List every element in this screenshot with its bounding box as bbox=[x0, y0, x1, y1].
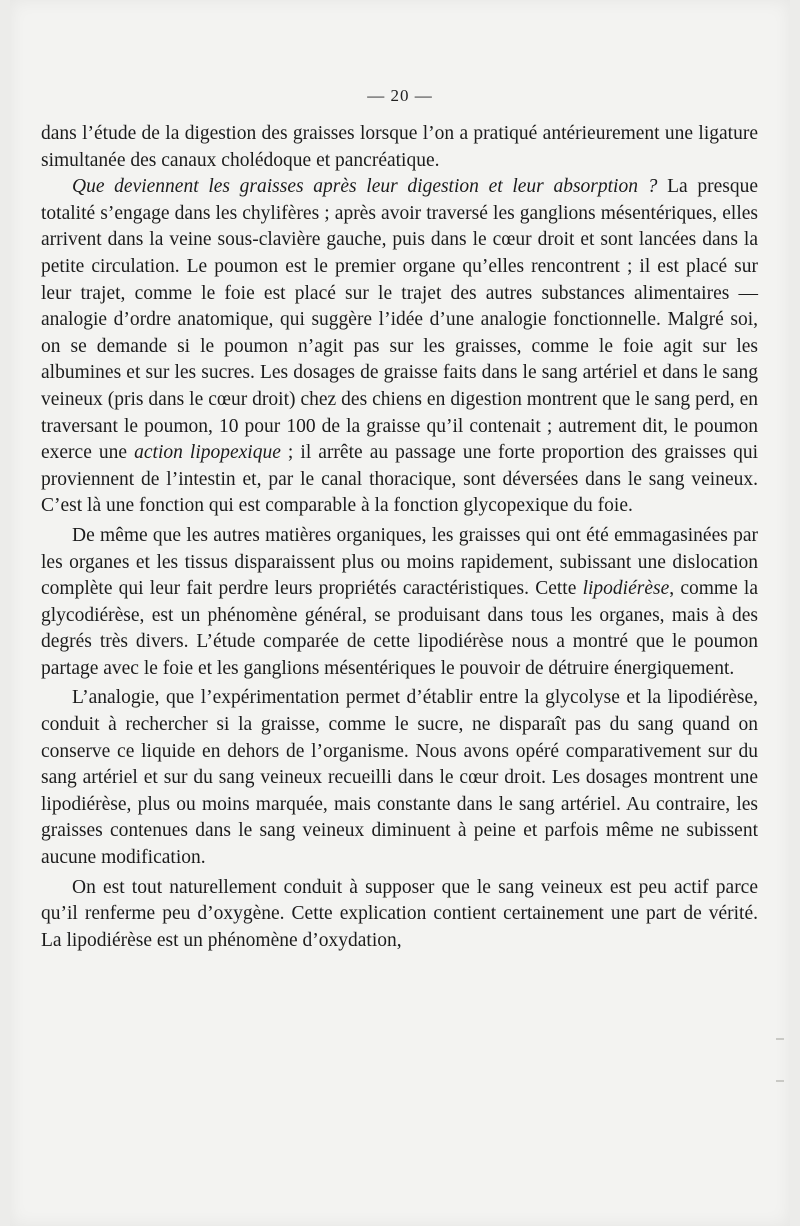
margin-mark bbox=[776, 1080, 784, 1082]
text-run: L’analogie, que l’expérimentation permet d’établir entre la glycolyse et la lipodiérèse, conduit à rechercher si la graisse, comme le sucre, ne disparaît pas du sang quand on conserve ce liquide en dehors de l’organisme. Nous avons opéré comparativement sur du sang artériel et sur du sang veineux recueilli dans le cœur droit. Les dosages montrent une lipodiérèse, plus ou moins marquée, mais constante dans le sang artériel. Au contraire, les graisses contenues dans le sang veineux diminuent à peine et parfois même ne subissent aucune modification. bbox=[41, 687, 758, 869]
book-page bbox=[10, 0, 790, 1226]
text-run: On est tout naturellement conduit à supposer que le sang veineux est peu actif parce qu’il renferme peu d’oxygène. Cette explication contient certainement une part de vérité. La lipodiérèse est un phénomène d’oxydation, bbox=[41, 876, 758, 951]
italic-term: action lipopexique bbox=[134, 442, 281, 464]
paragraph bbox=[41, 685, 758, 871]
text-run: La presque totalité s’engage dans les chylifères ; après avoir traversé les ganglions mésentériques, elles arrivent dans la veine sous-clavière gauche, puis dans le cœur droit et sont lancées dans la petite circulation. Le poumon est le premier organe qu’elles rencontrent ; il est placé sur leur trajet, comme le foie est placé sur le trajet des autres substances alimentaires — analogie d’ordre anatomique, qui suggère l’idée d’une analogie fonctionnelle. Malgré soi, on se demande si le poumon n’agit pas sur les graisses, comme le foie agit sur les albumines et sur les sucres. Les dosages de graisse faits dans le sang artériel et dans le sang veineux (pris dans le cœur droit) chez des chiens en digestion montrent que le sang perd, en traversant le poumon, 10 pour 100 de la graisse qu’il contenait ; autrement dit, le poumon exerce une bbox=[41, 176, 758, 464]
text-run: De même que les autres matières organiques, les graisses qui ont été emmagasinées par les organes et les tissus disparaissent plus ou moins rapidement, subissant une dislocation complète qui leur fait perdre leurs propriétés caractéristiques. Cette bbox=[41, 524, 758, 600]
text-run: , comme la glycodiérèse, est un phénomène général, se produisant dans tous les organes, mais à des degrés très divers. L’étude comparée de cette lipodiérèse nous a montré que le poumon partage avec le foie et les ganglions mésentériques le pouvoir de détruire énergiquement. bbox=[41, 578, 759, 679]
paragraph bbox=[41, 523, 758, 683]
paragraph bbox=[41, 875, 758, 955]
text-run: ; il arrête au passage une forte proportion des graisses qui proviennent de l’intestin et, par le canal thoracique, sont déversées dans le sang veineux. C’est là une fonction qui est comparable à la fonction glycopexique du foie. bbox=[41, 442, 759, 517]
paragraph bbox=[41, 121, 758, 174]
page-body bbox=[41, 121, 758, 954]
italic-term: lipodiérèse bbox=[582, 578, 670, 600]
margin-mark bbox=[776, 1038, 784, 1040]
text-run: dans l’étude de la digestion des graisses lorsque l’on a pratiqué antérieurement une ligature simultanée des canaux cholédoque et pancréatique. bbox=[41, 123, 758, 171]
paragraph bbox=[41, 174, 758, 520]
italic-question: Que deviennent les graisses après leur digestion et leur absorption ? bbox=[72, 176, 658, 198]
page-number: — 20 — bbox=[367, 86, 433, 105]
